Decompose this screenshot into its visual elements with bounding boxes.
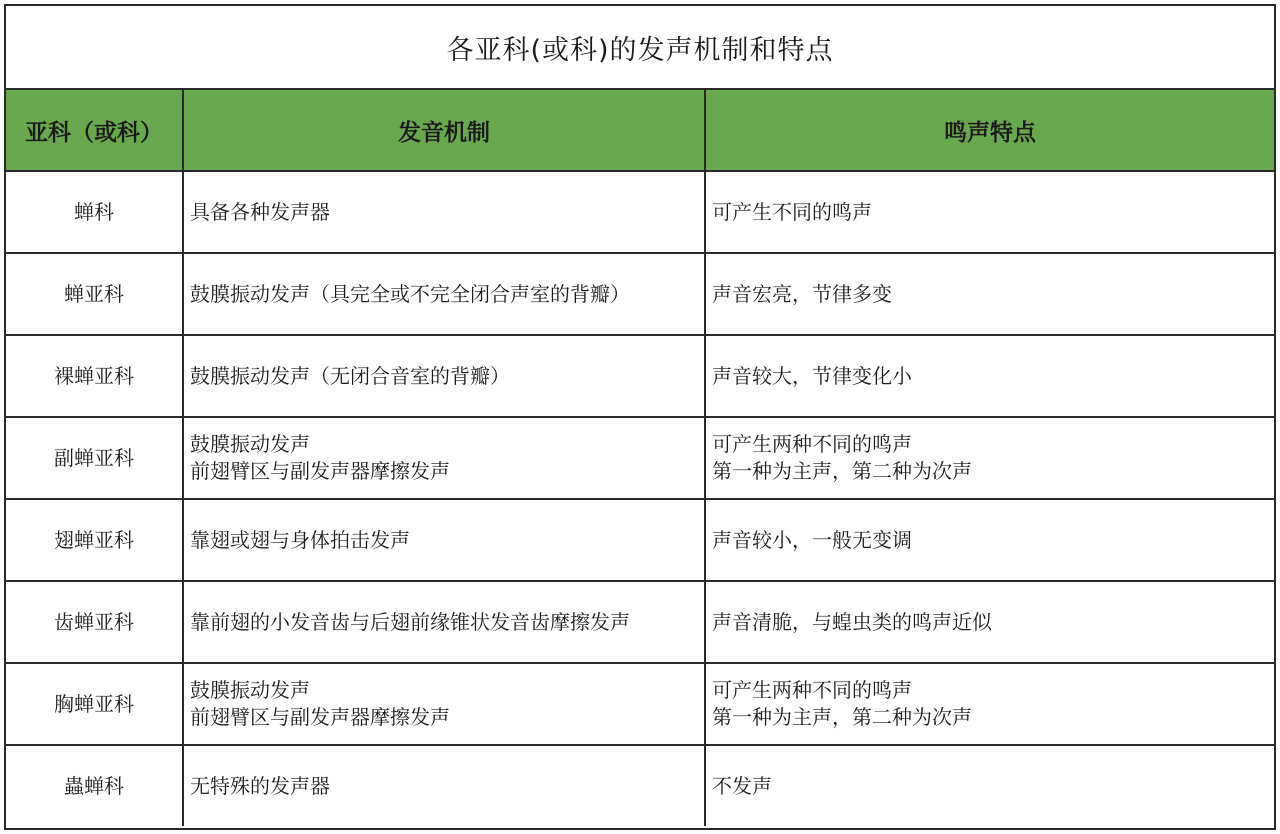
cell-sound <box>705 171 1274 253</box>
sound-line: 声音宏亮，节律多变 <box>712 281 892 306</box>
mechanism-line: 鼓膜振动发声（具完全或不完全闭合声室的背瓣） <box>190 281 630 306</box>
cell-sound <box>705 745 1274 826</box>
sound-mechanism-table <box>4 4 1276 830</box>
cell-mechanism <box>183 499 705 581</box>
column-header-sound: 鸣声特点 <box>705 90 1274 171</box>
mechanism-line: 无特殊的发声器 <box>190 773 330 798</box>
data-grid <box>6 90 1274 826</box>
mechanism-line: 鼓膜振动发声 <box>190 678 310 702</box>
table-title: 各亚科(或科)的发声机制和特点 <box>6 6 1274 90</box>
table-body <box>6 171 1274 826</box>
mechanism-line: 鼓膜振动发声（无闭合音室的背瓣） <box>190 363 510 388</box>
sound-line: 可产生两种不同的鸣声 <box>712 432 912 456</box>
sound-line: 声音较小，一般无变调 <box>712 527 912 552</box>
cell-family-name: 裸蝉亚科 <box>6 335 183 417</box>
cell-sound <box>705 417 1274 499</box>
cell-mechanism <box>183 745 705 826</box>
column-header-mechanism: 发音机制 <box>183 90 705 171</box>
header-row <box>6 90 1274 171</box>
table-row <box>6 745 1274 826</box>
cell-sound <box>705 253 1274 335</box>
table-row <box>6 581 1274 663</box>
mechanism-line: 具备各种发声器 <box>190 199 330 224</box>
cell-mechanism <box>183 417 705 499</box>
table-row <box>6 335 1274 417</box>
column-header-family: 亚科（或科） <box>6 90 183 171</box>
sound-line: 第一种为主声，第二种为次声 <box>712 459 972 483</box>
cell-family-name: 蝉亚科 <box>6 253 183 335</box>
cell-mechanism <box>183 335 705 417</box>
cell-mechanism <box>183 171 705 253</box>
table-row <box>6 171 1274 253</box>
cell-mechanism <box>183 581 705 663</box>
cell-sound <box>705 663 1274 745</box>
cell-sound <box>705 581 1274 663</box>
mechanism-line: 前翅臂区与副发声器摩擦发声 <box>190 459 450 483</box>
cell-family-name: 蝉科 <box>6 171 183 253</box>
cell-sound <box>705 499 1274 581</box>
cell-family-name: 副蝉亚科 <box>6 417 183 499</box>
cell-family-name: 翅蝉亚科 <box>6 499 183 581</box>
cell-family-name: 胸蝉亚科 <box>6 663 183 745</box>
table-row <box>6 499 1274 581</box>
cell-mechanism <box>183 253 705 335</box>
sound-line: 声音清脆，与蝗虫类的鸣声近似 <box>712 609 992 634</box>
mechanism-line: 靠翅或翅与身体拍击发声 <box>190 527 410 552</box>
table-row <box>6 417 1274 499</box>
table-row <box>6 663 1274 745</box>
sound-line: 可产生两种不同的鸣声 <box>712 678 912 702</box>
sound-line: 不发声 <box>712 773 772 798</box>
mechanism-line: 鼓膜振动发声 <box>190 432 310 456</box>
sound-line: 声音较大，节律变化小 <box>712 363 912 388</box>
mechanism-line: 靠前翅的小发音齿与后翅前缘锥状发音齿摩擦发声 <box>190 609 630 634</box>
sound-line: 可产生不同的鸣声 <box>712 199 872 224</box>
cell-family-name: 齿蝉亚科 <box>6 581 183 663</box>
cell-mechanism <box>183 663 705 745</box>
sound-line: 第一种为主声，第二种为次声 <box>712 705 972 729</box>
cell-sound <box>705 335 1274 417</box>
cell-family-name: 蟲蝉科 <box>6 745 183 826</box>
table-row <box>6 253 1274 335</box>
mechanism-line: 前翅臂区与副发声器摩擦发声 <box>190 705 450 729</box>
